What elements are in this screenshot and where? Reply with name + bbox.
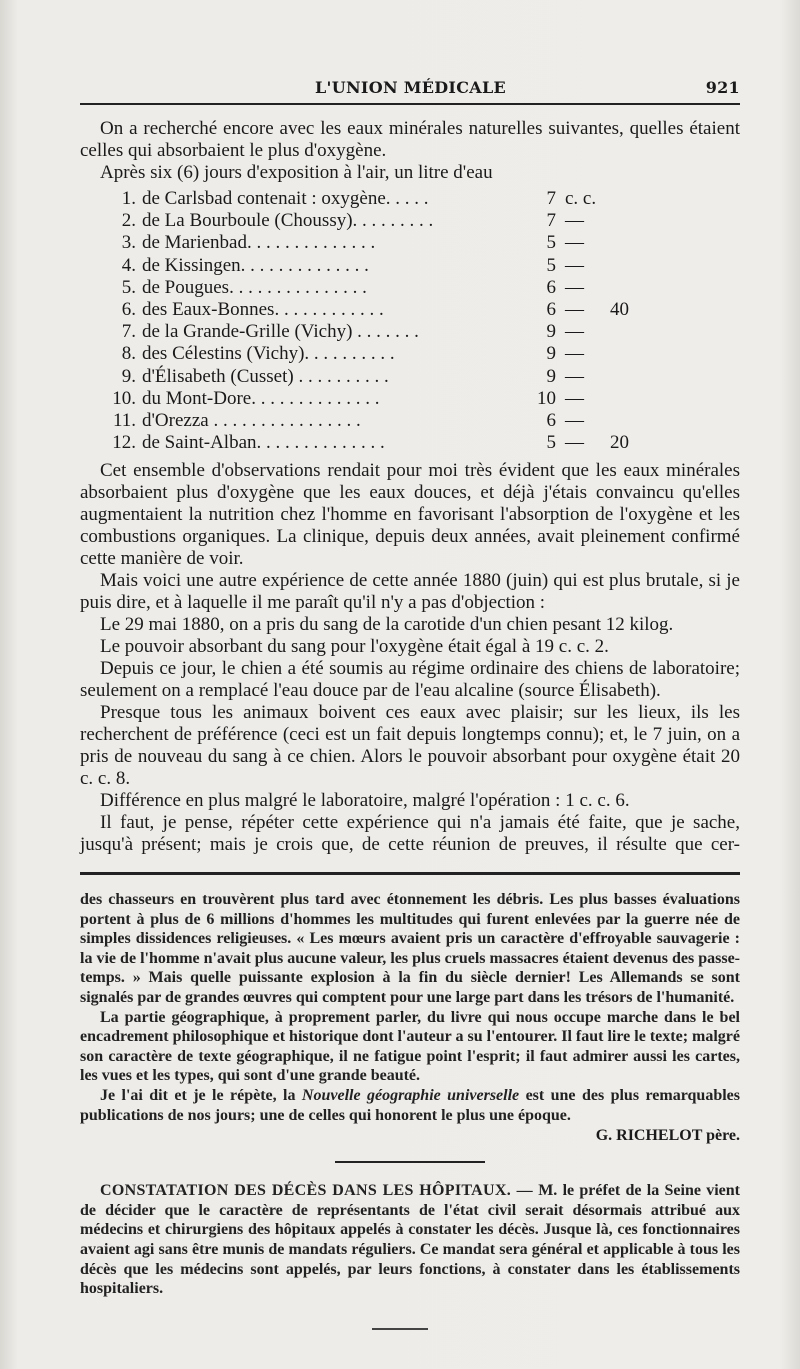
row-value: 6	[546, 409, 556, 431]
table-row	[80, 388, 740, 410]
row-number: 4.	[121, 254, 136, 276]
row-number: 7.	[121, 321, 136, 343]
intro-paragraph: On a recherché encore avec les eaux minérales naturelles suivantes, quelles étaient celles qui absorbaient le plus d'oxygène.	[80, 118, 740, 161]
section-divider	[335, 1161, 485, 1163]
row-number: 3.	[121, 232, 136, 254]
row-source: des Eaux-Bonnes. . . . . . . . . . . .	[142, 298, 384, 320]
notice-heading: CONSTATATION DES DÉCÈS DANS LES HÔPITAUX. —	[100, 1182, 533, 1200]
row-source: de Carlsbad contenait : oxygène. . . . .	[142, 188, 429, 209]
table-row	[80, 410, 740, 432]
row-unit: —	[565, 298, 584, 320]
table-row	[80, 210, 740, 232]
row-unit: —	[565, 276, 584, 298]
body-paragraph: Différence en plus malgré le laboratoire, malgré l'opération : 1 c. c. 6.	[100, 790, 630, 812]
table-row	[80, 343, 740, 365]
row-source: de Pougues. . . . . . . . . . . . . . .	[142, 276, 367, 298]
body-paragraph: Presque tous les animaux boivent ces eaux avec plaisir; sur les lieux, ils les recherchent de préférence (ceci est un fait depuis longtemps connu); et, le 7 juin, on a pris de nouveau du sang à ce chien. Alors le pouvoir absorbant pour oxygène était 20 c. c. 8.	[80, 702, 740, 790]
row-unit: —	[565, 232, 584, 254]
row-source: de Marienbad. . . . . . . . . . . . . .	[142, 232, 376, 254]
table-row	[80, 321, 740, 343]
journal-title: L'UNION MÉDICALE	[315, 78, 507, 97]
row-source: de La Bourboule (Choussy). . . . . . . . .	[142, 210, 434, 232]
body-paragraph: Depuis ce jour, le chien a été soumis au régime ordinaire des chiens de laboratoire; seulement on a remplacé l'eau douce par de l'eau alcaline (source Élisabeth).	[80, 658, 740, 702]
table-row	[80, 432, 740, 454]
row-value: 5	[546, 254, 556, 276]
row-number: 6.	[121, 298, 136, 320]
row-number: 11.	[112, 409, 136, 431]
row-value: 9	[546, 365, 556, 387]
table-row	[80, 366, 740, 388]
feuilleton-rule	[80, 872, 740, 875]
row-total: 20	[610, 432, 629, 454]
header-rule	[80, 103, 740, 105]
row-value: 10	[537, 387, 556, 409]
main-text	[80, 118, 740, 856]
body-paragraph: Mais voici une autre expérience de cette année 1880 (juin) qui est plus brutale, si je puis dire, et à laquelle il me paraît qu'il n'y a pas d'objection :	[80, 570, 740, 614]
row-value: 9	[546, 321, 556, 343]
body-paragraph: Le 29 mai 1880, on a pris du sang de la carotide d'un chien pesant 12 kilog.	[100, 614, 674, 636]
book-title: Nouvelle géographie universelle	[301, 1086, 520, 1104]
table-row	[80, 188, 740, 210]
row-number: 8.	[121, 343, 136, 365]
row-unit: —	[565, 387, 584, 409]
row-value: 6	[546, 276, 556, 298]
row-unit: —	[565, 409, 584, 431]
row-value: 7	[546, 210, 556, 232]
table-row	[80, 255, 740, 277]
row-value: 5	[546, 432, 556, 454]
row-source: de Saint-Alban. . . . . . . . . . . . . .	[142, 432, 385, 454]
row-source: d'Élisabeth (Cusset) . . . . . . . . . .	[142, 365, 389, 387]
row-number: 5.	[121, 276, 136, 298]
row-unit: —	[565, 432, 584, 454]
row-value: 6	[546, 298, 556, 320]
row-number: 1.	[121, 188, 136, 209]
note-text: Je l'ai dit et je le répète, la	[100, 1086, 302, 1104]
intro-line: Après six (6) jours d'exposition à l'air, un litre d'eau	[100, 162, 493, 183]
row-unit: —	[565, 343, 584, 365]
table-row	[80, 299, 740, 321]
row-unit: —	[565, 210, 584, 232]
row-source: des Célestins (Vichy). . . . . . . . . .	[142, 343, 395, 365]
table-row	[80, 277, 740, 299]
body-paragraph: Le pouvoir absorbant du sang pour l'oxygène était égal à 19 c. c. 2.	[100, 636, 609, 658]
row-total: 40	[610, 298, 629, 320]
running-head	[80, 78, 740, 100]
feuilleton-paragraph: La partie géographique, à proprement parler, du livre qui nous occupe marche dans le bel encadrement philosophique et historique dont l'auteur a su l'entourer. Il faut lire le texte; malgré son caractère de texte géographique, il ne fatigue point l'esprit; il faut admirer aussi les cartes, les vues et les types, qui sont d'une grande beauté.	[80, 1008, 740, 1085]
page-number: 921	[705, 78, 740, 97]
row-value: 9	[546, 343, 556, 365]
feuilleton-section	[80, 890, 740, 1299]
feuilleton-paragraph: des chasseurs en trouvèrent plus tard avec étonnement les débris. Les plus basses évaluations portent à plus de 6 millions d'hommes les multitudes qui furent enlevées par la guerre née de simples dissidences religieuses. « Les mœurs avaient pris un caractère d'effroyable sauvagerie : la vie de l'homme n'avait plus aucune valeur, les plus cruels massacres étaient devenus des passe-temps. » Mais quelle puissante explosion à la fin du siècle dernier! Les Allemands se sont signalés par de grandes œuvres qui comptent pour une large part dans les trésors de l'humanité.	[80, 891, 740, 1006]
row-unit: —	[565, 365, 584, 387]
row-unit: —	[565, 321, 584, 343]
end-rule	[372, 1328, 428, 1330]
oxygen-table	[80, 188, 740, 454]
row-number: 10.	[112, 387, 136, 409]
body-paragraph: Il faut, je pense, répéter cette expérience qui n'a jamais été faite, que je sache, jusqu'à présent; mais je crois que, de cette réunion de preuves, il résulte que cer-	[80, 812, 740, 856]
row-source: d'Orezza . . . . . . . . . . . . . . . .	[142, 409, 361, 431]
signature: G. RICHELOT père.	[595, 1127, 740, 1145]
row-value: 5	[546, 232, 556, 254]
row-value: 7	[546, 188, 556, 209]
notice-paragraph	[80, 1181, 740, 1299]
table-row	[80, 232, 740, 254]
row-number: 2.	[121, 210, 136, 232]
notice-text: M. le préfet de la Seine vient de décider que le caractère de représentants de l'état civil serait désormais attribué aux médecins et chirurgiens des hôpitaux appelés à constater les décès. Jusque là, ces fonctionnaires avaient agi sans être munis de mandats réguliers. Ce mandat sera général et applicable à tous les décès que les médecins sont appelés, par leurs fonctions, à constater dans les établissements hospitaliers.	[80, 1182, 741, 1298]
feuilleton-paragraph	[80, 1086, 740, 1125]
note-text: est une des plus remarquables publications de nos jours; une de celles qui honorent le plus une époque.	[80, 1086, 740, 1124]
row-source: du Mont-Dore. . . . . . . . . . . . . .	[142, 387, 380, 409]
row-unit: —	[565, 254, 584, 276]
row-source: de Kissingen. . . . . . . . . . . . . .	[142, 254, 369, 276]
row-unit: c. c.	[565, 188, 597, 209]
body-paragraph: Cet ensemble d'observations rendait pour moi très évident que les eaux minérales absorbaient plus d'oxygène que les eaux douces, et déjà j'étais convaincu qu'elles augmentaient la nutrition chez l'homme en favorisant l'absorption de l'oxygène et les combustions organiques. La clinique, depuis deux années, avait pleinement confirmé cette manière de voir.	[80, 460, 740, 570]
row-number: 9.	[121, 365, 136, 387]
row-number: 12.	[112, 432, 136, 454]
row-source: de la Grande-Grille (Vichy) . . . . . . .	[142, 321, 419, 343]
